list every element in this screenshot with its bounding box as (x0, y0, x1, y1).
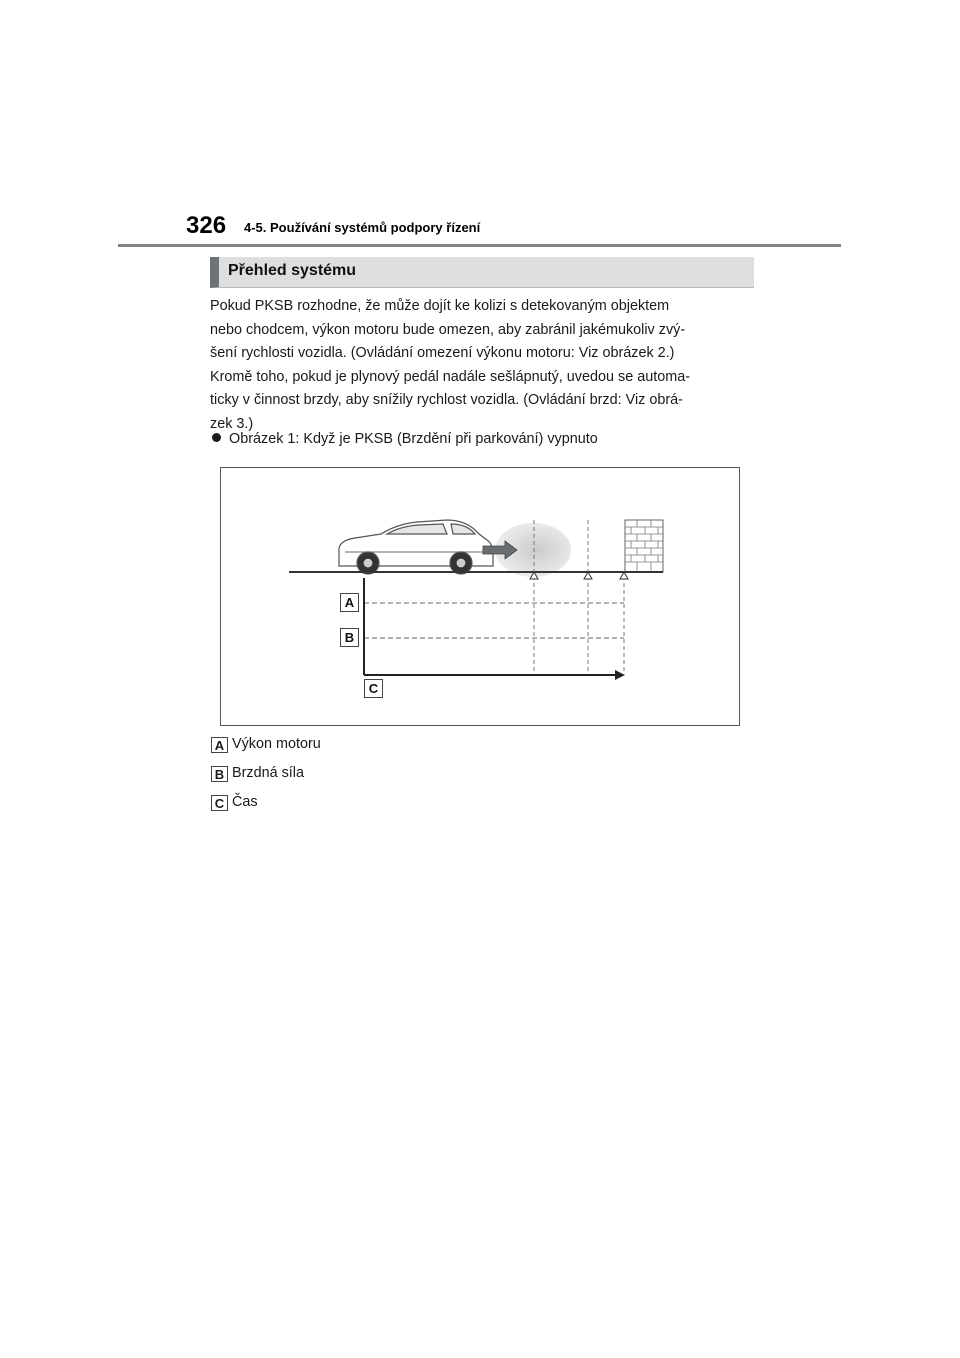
figure-caption-bullet (212, 431, 598, 447)
paragraph-line: Kromě toho, pokud je plynový pedál nadále sešlápnutý, uvedou se automa- (210, 368, 690, 385)
figure-caption-text: Obrázek 1: Když je PKSB (Brzdění při parkování) vypnuto (229, 431, 598, 447)
time-axis-arrow-icon (615, 670, 625, 680)
section-heading-text: Přehled systému (228, 262, 357, 279)
legend-key: A (211, 737, 228, 753)
brick-wall-icon (625, 520, 663, 572)
paragraph-line: nebo chodcem, výkon motoru bude omezen, aby zabránil jakémukoliv zvý- (210, 321, 686, 338)
legend-item (211, 736, 321, 756)
legend-text: Výkon motoru (232, 736, 321, 752)
bullet-dot-icon (212, 433, 221, 442)
legend-text: Brzdná síla (232, 765, 304, 781)
legend-item (211, 765, 304, 785)
section-path: 4-5. Používání systémů podpory řízení (244, 220, 481, 235)
figure-1 (220, 467, 740, 726)
paragraph-line: ticky v činnost brzdy, aby snížily rychlost vozidla. (Ovládání brzd: Viz obrá- (210, 392, 683, 408)
page-number: 326 (186, 212, 227, 239)
figure-label-c: C (364, 679, 383, 698)
marker-triangle-icon (620, 572, 628, 579)
legend-text: Čas (232, 794, 258, 810)
figure-label-a: A (340, 593, 359, 612)
car-icon (339, 520, 493, 574)
paragraph-line: Pokud PKSB rozhodne, že může dojít ke kolizi s detekovaným objektem (210, 298, 670, 314)
header-rule (118, 244, 841, 247)
figure-illustration (221, 468, 741, 727)
legend-key: B (211, 766, 228, 782)
marker-triangle-icon (584, 572, 592, 579)
figure-label-b: B (340, 628, 359, 647)
legend-item (211, 794, 258, 814)
section-heading (210, 257, 754, 288)
paragraph-line: zek 3.) (210, 415, 254, 432)
paragraph-line: šení rychlosti vozidla. (Ovládání omezení výkonu motoru: Viz obrázek 2.) (210, 345, 675, 361)
legend-key: C (211, 795, 228, 811)
body-paragraph (210, 295, 755, 436)
